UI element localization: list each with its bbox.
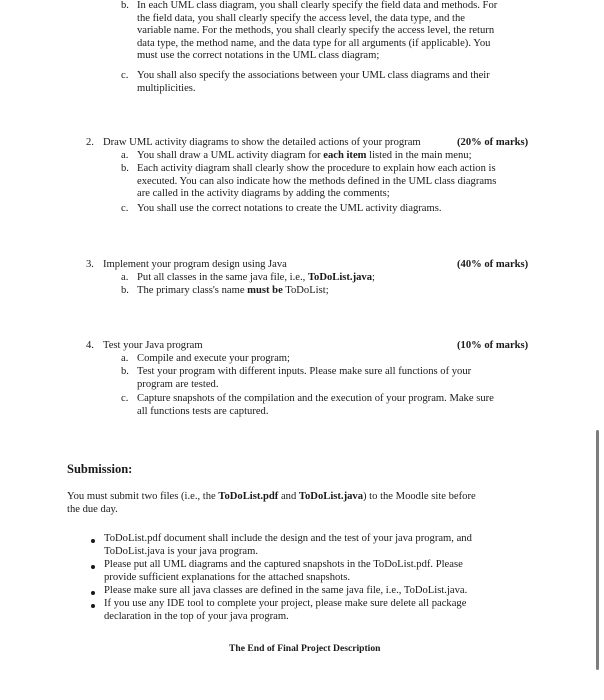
test-item-a: Compile and execute your program;	[137, 353, 290, 364]
vertical-scrollbar[interactable]	[596, 430, 599, 670]
bullet-item	[104, 559, 536, 584]
section-title: Implement your program design using Java	[103, 259, 287, 270]
text-line: the field data, you shall clearly specify the access level, the data type, and the	[137, 12, 465, 24]
text-line: ToDoList.java is your java program.	[104, 545, 259, 557]
text-line: executed. You can also indicate how the methods defined in the UML class diagrams	[137, 175, 497, 187]
item-label-c: c.	[121, 70, 129, 81]
text-line: provide sufficient explanations for the attached snapshots.	[104, 571, 351, 583]
text-line: declaration in the top of your java program.	[104, 610, 289, 622]
section-number: 2.	[86, 137, 94, 148]
section-number: 3.	[86, 259, 94, 270]
text-line: If you use any IDE tool to complete your project, please make sure delete all package	[104, 598, 467, 609]
text-line: Please make sure all java classes are defined in the same java file, i.e., ToDoList.java.	[104, 585, 468, 596]
text-line: In each UML class diagram, you shall clearly specify the field data and methods. For	[137, 0, 498, 11]
emphasis: ToDoList.java	[307, 272, 373, 283]
text-line: multiplicities.	[137, 82, 196, 94]
text-line: must use the correct notations in the UML class diagram;	[137, 50, 380, 62]
text-run: listed in the main menu;	[366, 150, 472, 161]
item-label-a: a.	[121, 150, 129, 161]
text-line	[67, 491, 537, 504]
bullet-item	[104, 533, 536, 558]
bullet-icon	[91, 539, 95, 543]
text-run: Put all classes in the same java file, i.e.,	[137, 272, 308, 283]
emphasis: ToDoList.pdf	[218, 491, 279, 502]
section-title: Test your Java program	[103, 340, 203, 351]
item-label-c: c.	[121, 203, 129, 214]
item-label-b: b.	[121, 285, 129, 296]
item-label-b: b.	[121, 366, 129, 377]
text-run: You shall draw a UML activity diagram for	[137, 150, 324, 161]
bullet-icon	[91, 604, 95, 608]
submission-heading: Submission:	[67, 462, 133, 476]
text-run: and	[278, 491, 299, 502]
activity-diagram-item-b	[137, 163, 537, 201]
text-run: ToDoList;	[282, 285, 329, 296]
submission-intro	[67, 491, 537, 516]
item-label-b: b.	[121, 0, 129, 11]
item-label-c: c.	[121, 393, 129, 404]
section-number: 4.	[86, 340, 94, 351]
emphasis: ToDoList.java	[298, 491, 363, 502]
section-marks: (20% of marks)	[457, 137, 529, 148]
text-line: the due day.	[67, 503, 118, 515]
emphasis: each item	[323, 150, 367, 161]
text-line: Test your program with different inputs. Please make sure all functions of your	[137, 366, 472, 377]
section-title: Draw UML activity diagrams to show the detailed actions of your program	[103, 137, 421, 148]
item-label-b: b.	[121, 163, 129, 174]
text-line: program are tested.	[137, 378, 219, 390]
text-line: You shall also specify the associations between your UML class diagrams and their	[137, 70, 490, 81]
activity-diagram-item-c: You shall use the correct notations to create the UML activity diagrams.	[137, 203, 442, 214]
text-line: Each activity diagram shall clearly show the procedure to explain how each action is	[137, 163, 496, 174]
bullet-item	[104, 585, 536, 598]
text-line: data type, the method name, and the data type for all arguments (if applicable). You	[137, 37, 491, 49]
bullet-icon	[91, 565, 95, 569]
text-run: ) to the Moodle site before	[363, 491, 476, 502]
section-marks: (40% of marks)	[457, 259, 529, 270]
text-run: The primary class's name	[137, 285, 248, 296]
bullet-icon	[91, 591, 95, 595]
emphasis: must be	[247, 285, 283, 296]
text-line: variable name. For the methods, you shall clearly specify the access level, the return	[137, 25, 495, 37]
class-diagram-requirement	[137, 0, 537, 63]
text-line: Capture snapshots of the compilation and the execution of your program. Make sure	[137, 393, 494, 404]
implementation-item-a	[137, 272, 375, 285]
item-label-a: a.	[121, 272, 129, 283]
associations-requirement	[137, 70, 537, 95]
text-run: ;	[372, 272, 375, 283]
text-run: You must submit two files (i.e., the	[67, 491, 219, 502]
test-item-c	[137, 393, 537, 418]
text-line: all functions tests are captured.	[137, 405, 269, 417]
section-marks: (10% of marks)	[457, 340, 529, 351]
item-label-a: a.	[121, 353, 129, 364]
bullet-item	[104, 598, 536, 623]
test-item-b	[137, 366, 537, 391]
implementation-item-b	[137, 285, 329, 298]
text-line: are called in the activity diagrams by adding the comments;	[137, 188, 390, 200]
text-line: ToDoList.pdf document shall include the design and the test of your java program, and	[104, 533, 472, 544]
activity-diagram-item-a	[137, 150, 472, 163]
text-line: Please put all UML diagrams and the captured snapshots in the ToDoList.pdf. Please	[104, 559, 463, 570]
end-note: The End of Final Project Description	[229, 643, 381, 654]
